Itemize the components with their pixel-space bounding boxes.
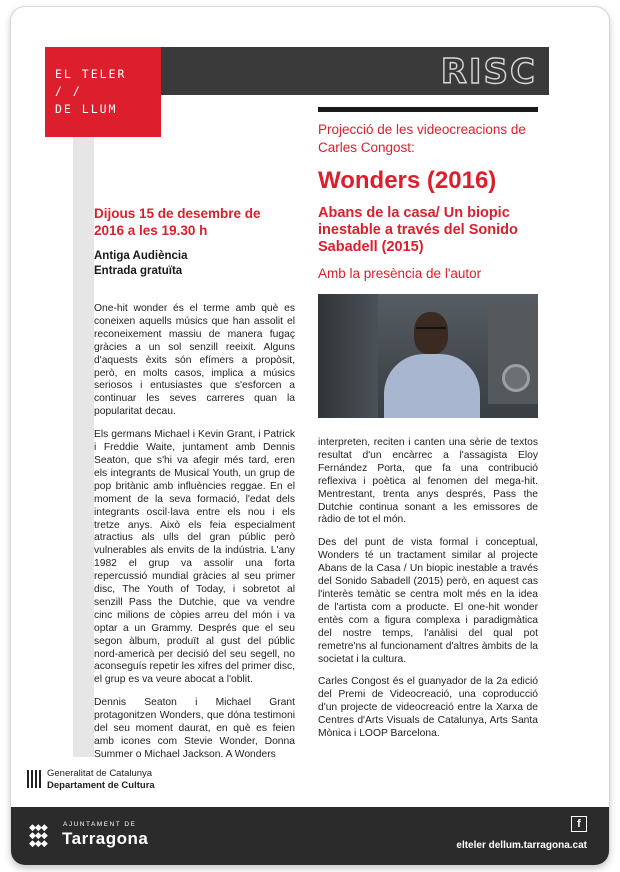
article-paragraph: Des del punt de vista formal i conceptual, Wonders té un tractament similar al projecte Abans de la Casa / Un biopic inestable a través del Sonido Sabadell (2015) però, en aquest cas l'interès temàtic se centra molt més en la idea de l'artista com a producte. El one-hit wonder entès com a figura complexa i paradigmàtica del nostre temps, l'anàlisi del qual pot remetre'ns al funcionament d'altres àmbits de la societat i la cultura. [318,537,538,665]
website-link[interactable]: elteler dellum.tarragona.cat [456,840,587,851]
event-venue: Antiga Audiència [94,250,188,262]
event-entry: Entrada gratuïta [94,265,183,277]
facebook-icon[interactable]: f [571,816,587,832]
event-intro: Projecció de les videocreacions de Carles Congost: [318,122,526,155]
footer-bar [11,807,609,865]
gencat-department: Departament de Cultura [47,780,155,791]
el-teler-de-llum-logo [45,47,161,137]
poster [11,7,609,865]
article-paragraph: Dennis Seaton i Michael Grant protagonitzen Wonders, que dóna testimoni del seu moment daurat, en què es feien amb icones com Stevie Wonder, Donna Summer o Michael Jackson. A Wonders [94,697,295,760]
event-date: Dijous 15 de desembre de 2016 a les 19.30 h [94,206,261,238]
article-paragraph: Els germans Michael i Kevin Grant, i Patrick i Freddie Waite, juntament amb Dennis Seaton, que s'hi va afegir més tard, eren els integrants de Musical Youth, un grup de pop britànic amb influències reggae. En el moment de la seva formació, l'edat dels integrants oscil·lava entre els nou i els tretze anys. Això els feia especialment atractius als ulls del gran públic però vulnerables als envits de la indústria. L'any 1982 el grup va assolir una forta repercussió mundial gràcies al seu primer disc, The Youth of Today, i sobretot al senzill Pass the Dutchie, que va vendre cinc milions de còpies arreu del món i va optar a un Grammy. Després que el seu segon àlbum, produït al gust del públic nord-americà per decisió del seu segell, no aconseguís repetir les xifres del primer disc, el grup es va veure abocat a l'oblit. [94,429,295,686]
video-still-image [318,294,538,418]
logo-line-1: EL TELER [55,67,127,81]
gencat-name: Generalitat de Catalunya [47,768,153,779]
series-banner [161,47,549,95]
logo-line-2: / / [55,84,82,98]
ajuntament-name: Tarragona [62,829,149,848]
article-paragraph: One-hit wonder és el terme amb què es coneixen aquells músics que han assolit el reconeixement massiu de manera fugaç gràcies a un sol senzill reeixit. Alguns d'aquests èxits són efímers a propòsit, però, en molts casos, implica a músics seriosos i entusiastes que s'esforcen a continuar les seves carreres quan la popularitat decau. [94,303,295,418]
ajuntament-emblem-icon: ◆◆◆ ◆◆◆ ◆◆◆ [29,822,47,848]
event-presence: Amb la presència de l'autor [318,266,482,281]
series-name: RISC [440,52,537,92]
ajuntament-label: AJUNTAMENT DE [63,821,137,828]
article-paragraph: Carles Congost és el guanyador de la 2a edició del Premi de Videocreació, una coproducció d'un projecte de videocreació entre la Xarxa de Centres d'Arts Visuals de Catalunya, Arts Santa Mònica i LOOP Barcelona. [318,676,538,740]
senyera-icon [27,770,41,788]
article-left-column [94,303,295,772]
article-paragraph: interpreten, reciten i canten una sèrie de textos resultat d'un encàrrec a l'assagista Eloy Fernández Porta, que fa una contribució reflexiva i poètica al fenomen del mega-hit. Mentrestant, trenta anys després, Pass the Dutchie continua sonant a les emissores de ràdio de tot el món. [318,437,538,526]
article-right-column [318,437,538,751]
logo-line-3: DE LLUM [55,102,118,116]
event-subtitle: Abans de la casa/ Un biopic inestable a través del Sonido Sabadell (2015) [318,205,518,255]
generalitat-logo [27,767,227,797]
event-title: Wonders (2016) [318,167,497,194]
event-venue-block [94,249,294,279]
tape-reel-icon [502,364,530,392]
divider-rule [318,107,538,112]
